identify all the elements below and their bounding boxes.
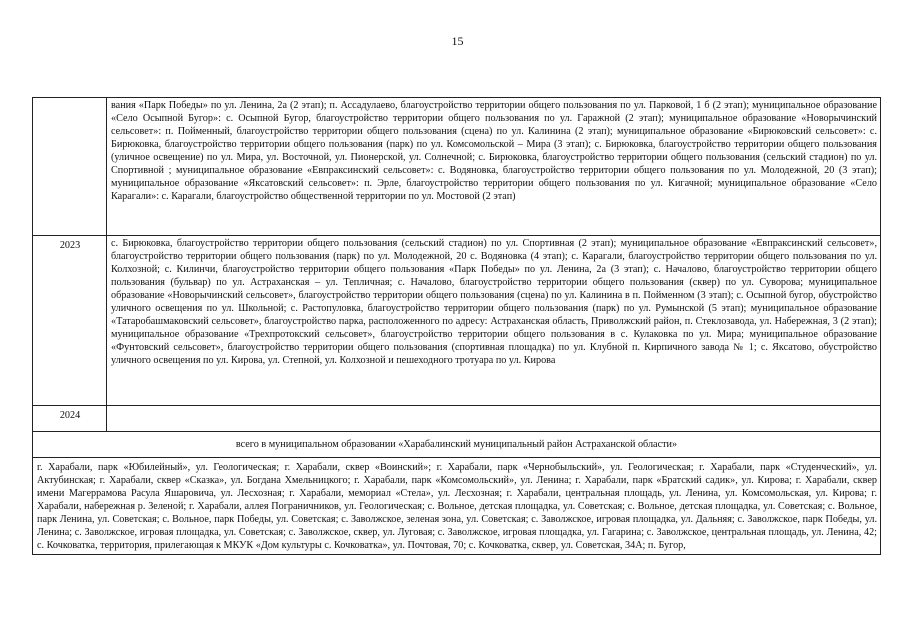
table-row: [33, 406, 881, 432]
projects-cell: вания «Парк Победы» по ул. Ленина, 2а (2 этап); п. Ассадулаево, благоустройство территории общего пользования по ул. Парковой, 1 б (2 этап); муниципальное образование «Село Осыпной Бугор»: с. Осыпной Бугор, благоустройство территории общего пользования по ул. Гаражной (2 этап); муниципальное образование «Новорычинский сельсовет»: п. Пойменный, благоустройство территории общего пользования (сцена) по ул. Калинина (2 этап); муниципальное образование «Бирюковский сельсовет»: с. Бирюковка, благоустройство территории общего пользования (парк) по ул. Комсомольской – Мира (3 этап); с. Бирюковка, благоустройство территории общего пользования (уличное освещение) по ул. Мира, ул. Восточной, ул. Пионерской, ул. Солнечной; с. Бирюковка, благоустройство территории общего пользования (сельский стадион) по ул. Спортивной ; муниципальное образование «Евпраксинский сельсовет»: с. Водяновка, благоустройство территории общего пользования по ул. Молодежной, 20 (3 этап); муниципальное образование «Яксатовский сельсовет»: п. Эрле, благоустройство территории общего пользования по ул. Кигачной; муниципальное образование «Село Карагали»: с. Карагали, благоустройство общественной территории по ул. Мостовой (2 этап): [107, 98, 881, 236]
program-table: [32, 97, 881, 555]
total-heading: всего в муниципальном образовании «Харабалинский муниципальный район Астраханской области»: [33, 432, 881, 458]
total-heading-row: [33, 432, 881, 458]
table-row: [33, 236, 881, 406]
projects-cell: с. Бирюковка, благоустройство территории общего пользования (сельский стадион) по ул. Спортивная (2 этап); муниципальное образование «Евпраксинский сельсовет», благоустройство территории общего пользования (парк) по ул. Молодежной, 20 с. Водяновка (4 этап); с. Карагали, благоустройство территории общего пользования по ул. Колхозной; с. Килинчи, благоустройство территории общего пользования «Парк Победы» по ул. Ленина, 2а (3 этап); с. Началово, благоустройство территории общего пользования (бульвар) по ул. Астраханская – ул. Тепличная; с. Началово, благоустройство территории общего пользования (сквер) по ул. Суворова; муниципальное образование «Новорычинский сельсовет», благоустройство территории общего пользования (сцена) по ул. Калинина в п. Пойменном (3 этап); с. Осыпной бугор, обустройство уличного освещения по ул. Школьной; с. Растопуловка, благоустройство территории общего пользования (парк) по ул. Румынской (5 этап); муниципальное образование «Татаробашмаковский сельсовет», благоустройство парка, расположенного по адресу: Астраханская область, Приволжский район, п. Стеклозавода, ул. Набережная, 3 (2 этап); муниципальное образование «Трехпротокский сельсовет», благоустройство территории общего пользования в с. Кулаковка по ул. Мира; муниципальное образование «Фунтовский сельсовет», благоустройство территории общего пользования (спортивная площадка) по ул. Клубной п. Кирпичного завода № 1; с. Яксатово, обустройство уличного освещения по ул. Кирова, ул. Степной, ул. Колхозной и пешеходного тротуара по ул. Кирова: [107, 236, 881, 406]
projects-cell: [107, 406, 881, 432]
year-cell: 2023: [33, 236, 107, 406]
page-number: 15: [451, 34, 464, 48]
year-cell: [33, 98, 107, 236]
bottom-row: [33, 458, 881, 555]
year-cell: 2024: [33, 406, 107, 432]
table-row: [33, 98, 881, 236]
municipal-objects-cell: г. Харабали, парк «Юбилейный», ул. Геологическая; г. Харабали, сквер «Воинский»; г. Харабали, парк «Чернобыльский», ул. Геологическая; г. Харабали, парк «Студенческий», ул. Актубинская; г. Харабали, сквер «Сказка», ул. Богдана Хмельницкого; г. Харабали, парк «Комсомольский», ул. Ленина; г. Харабали, парк «Братский садик», ул. Кирова; г. Харабали, сквер имени Магеррамова Расула Яшаровича, ул. Лесхозная; г. Харабали, мемориал «Стела», ул. Лесхозная; г. Харабали, центральная площадь, ул. Ленина, ул. Комсомольская, ул. Кирова; г. Харабали, набережная р. Зеленой; г. Харабали, аллея Пограничников, ул. Геологическая; с. Вольное, детская площадка, ул. Советская; с. Вольное, детская площадка, ул. Советская; с. Вольное, парк Ленина, ул. Советская; с. Вольное, парк Победы, ул. Советская; с. Заволжское, зеленая зона, ул. Советская; с. Заволжское, игровая площадка, ул. Дальняя; с. Заволжское, парк Победы, ул. Ленина; с. Заволжское, игровая площадка, ул. Советская; с. Заволжское, сквер, ул. Луговая; с. Заволжское, игровая площадка, ул. Гагарина; с. Заволжское, центральная площадь, ул. Ленина, 42; с. Кочковатка, территория, прилегающая к МКУК «Дом культуры с. Кочковатка», ул. Почтовая, 70; с. Кочковатка, сквер, ул. Советская, 34А; п. Бугор,: [33, 458, 881, 555]
